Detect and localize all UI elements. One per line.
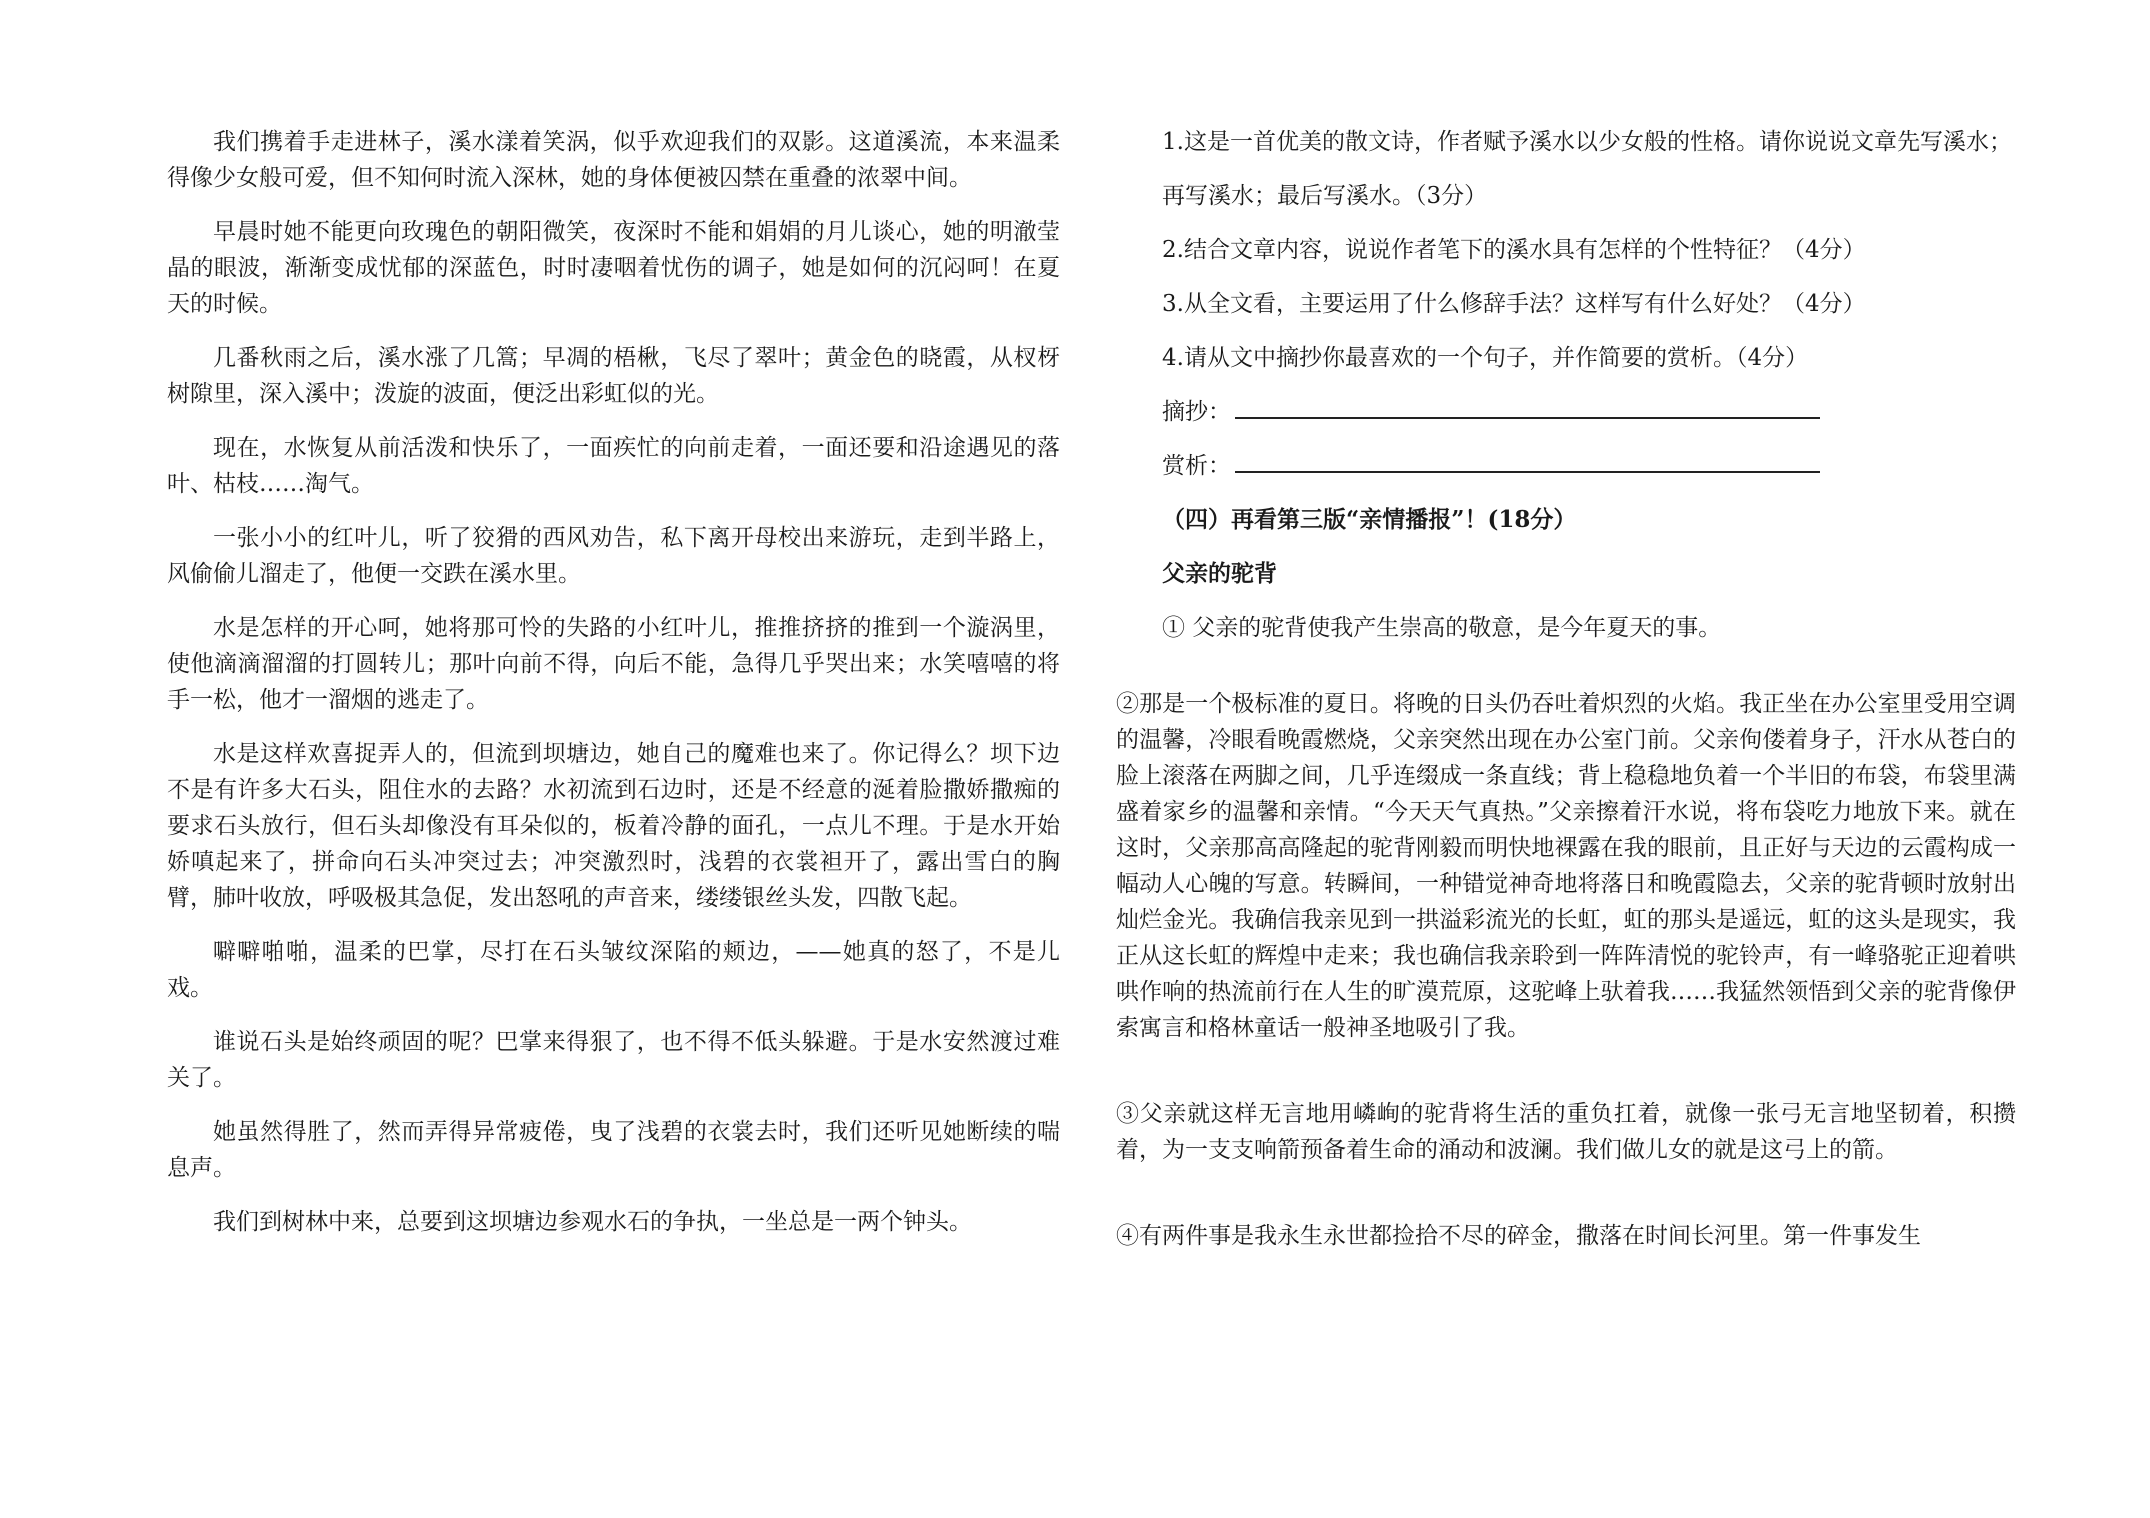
article-paragraph-1: ① 父亲的驼背使我产生崇高的敬意，是今年夏天的事。 — [1162, 615, 1722, 641]
left-paragraph-8: 噼噼啪啪，温柔的巴掌，尽打在石头皱纹深陷的颊边，——她真的怒了，不是儿戏。 — [167, 939, 1060, 1001]
question-2: 2.结合文章内容，说说作者笔下的溪水具有怎样的个性特征？（4分） — [1162, 237, 1866, 263]
article-paragraph-4: ④有两件事是我永生永世都捡拾不尽的碎金，撒落在时间长河里。第一件事发生 — [1116, 1223, 1921, 1249]
article-paragraph-2: ②那是一个极标准的夏日。将晚的日头仍吞吐着炽烈的火焰。我正坐在办公室里受用空调的温馨，冷眼看晚霞燃烧，父亲突然出现在办公室门前。父亲佝偻着身子，汗水从苍白的脸上滚落在两脚之间，几乎连缀成一条直线；背上稳稳地负着一个半旧的布袋，布袋里满盛着家乡的温馨和亲情。“今天天气真热。”父亲擦着汗水说，将布袋吃力地放下来。就在这时，父亲那高高隆起的驼背刚毅而明快地裸露在我的眼前，且正好与天边的云霞构成一幅动人心魄的写意。转瞬间，一种错觉神奇地将落日和晚霞隐去，父亲的驼背顿时放射出灿烂金光。我确信我亲见到一拱溢彩流光的长虹，虹的那头是遥远，虹的这头是现实，我正从这长虹的辉煌中走来；我也确信我亲聆到一阵阵清悦的驼铃声，有一峰骆驼正迎着哄哄作响的热流前行在人生的旷漠荒原，这驼峰上驮着我……我猛然领悟到父亲的驼背像伊索寓言和格林童话一般神圣地吸引了我。 — [1116, 691, 2016, 1041]
question-1-continued: 再写溪水；最后写溪水。（3分） — [1162, 183, 1488, 209]
left-paragraph-10: 她虽然得胜了，然而弄得异常疲倦，曳了浅碧的衣裳去时，我们还听见她断续的喘息声。 — [167, 1119, 1060, 1181]
left-column — [167, 124, 1060, 1258]
excerpt-label: 摘抄： — [1162, 399, 1231, 425]
right-column — [1116, 124, 2016, 1272]
question-4: 4.请从文中摘抄你最喜欢的一个句子，并作简要的赏析。（4分） — [1162, 345, 1809, 371]
excerpt-blank[interactable] — [1235, 397, 1820, 419]
question-3: 3.从全文看，主要运用了什么修辞手法？这样写有什么好处？（4分） — [1162, 291, 1866, 317]
left-paragraph-11: 我们到树林中来，总要到这坝塘边参观水石的争执，一坐总是一两个钟头。 — [213, 1209, 972, 1235]
question-1: 1.这是一首优美的散文诗，作者赋予溪水以少女般的性格。请你说说文章先写溪水； — [1162, 129, 2012, 155]
left-paragraph-9: 谁说石头是始终顽固的呢？巴掌来得狠了，也不得不低头躲避。于是水安然渡过难关了。 — [167, 1029, 1060, 1091]
left-paragraph-5: 一张小小的红叶儿，听了狡猾的西风劝告，私下离开母校出来游玩，走到半路上，风偷偷儿溜走了，他便一交跌在溪水里。 — [167, 525, 1060, 587]
left-paragraph-1: 我们携着手走进林子，溪水漾着笑涡，似乎欢迎我们的双影。这道溪流，本来温柔得像少女般可爱，但不知何时流入深林，她的身体便被囚禁在重叠的浓翠中间。 — [167, 129, 1060, 191]
left-paragraph-3: 几番秋雨之后，溪水涨了几篙；早凋的梧楸，飞尽了翠叶；黄金色的晓霞，从杈枒树隙里，深入溪中；泼旋的波面，便泛出彩虹似的光。 — [167, 345, 1060, 407]
appreciation-label: 赏析： — [1162, 453, 1231, 479]
left-paragraph-4: 现在，水恢复从前活泼和快乐了，一面疾忙的向前走着，一面还要和沿途遇见的落叶、枯枝……淘气。 — [167, 435, 1060, 497]
appreciation-line — [1116, 448, 2016, 484]
article-paragraph-3: ③父亲就这样无言地用嶙峋的驼背将生活的重负扛着，就像一张弓无言地坚韧着，积攒着，为一支支响箭预备着生命的涌动和波澜。我们做儿女的就是这弓上的箭。 — [1116, 1101, 2016, 1163]
left-paragraph-7: 水是这样欢喜捉弄人的，但流到坝塘边，她自己的魔难也来了。你记得么？坝下边不是有许多大石头，阻住水的去路？水初流到石边时，还是不经意的涎着脸撒娇撒痴的要求石头放行，但石头却像没有耳朵似的，板着冷静的面孔，一点儿不理。于是水开始娇嗔起来了，拼命向石头冲突过去；冲突激烈时，浅碧的衣裳袒开了，露出雪白的胸臂，肺叶收放，呼吸极其急促，发出怒吼的声音来，缕缕银丝头发，四散飞起。 — [167, 741, 1060, 911]
left-paragraph-6: 水是怎样的开心呵，她将那可怜的失路的小红叶儿，推推挤挤的推到一个漩涡里，使他滴滴溜溜的打圆转儿；那叶向前不得，向后不能，急得几乎哭出来；水笑嘻嘻的将手一松，他才一溜烟的逃走了。 — [167, 615, 1060, 713]
article-title: 父亲的驼背 — [1162, 560, 1277, 587]
section-heading: （四）再看第三版“亲情播报”！(18分） — [1162, 506, 1577, 533]
appreciation-blank[interactable] — [1235, 451, 1820, 473]
left-paragraph-2: 早晨时她不能更向玫瑰色的朝阳微笑，夜深时不能和娟娟的月儿谈心，她的明澈莹晶的眼波，渐渐变成忧郁的深蓝色，时时凄咽着忧伤的调子，她是如何的沉闷呵！在夏天的时候。 — [167, 219, 1060, 317]
excerpt-line — [1116, 394, 2016, 430]
